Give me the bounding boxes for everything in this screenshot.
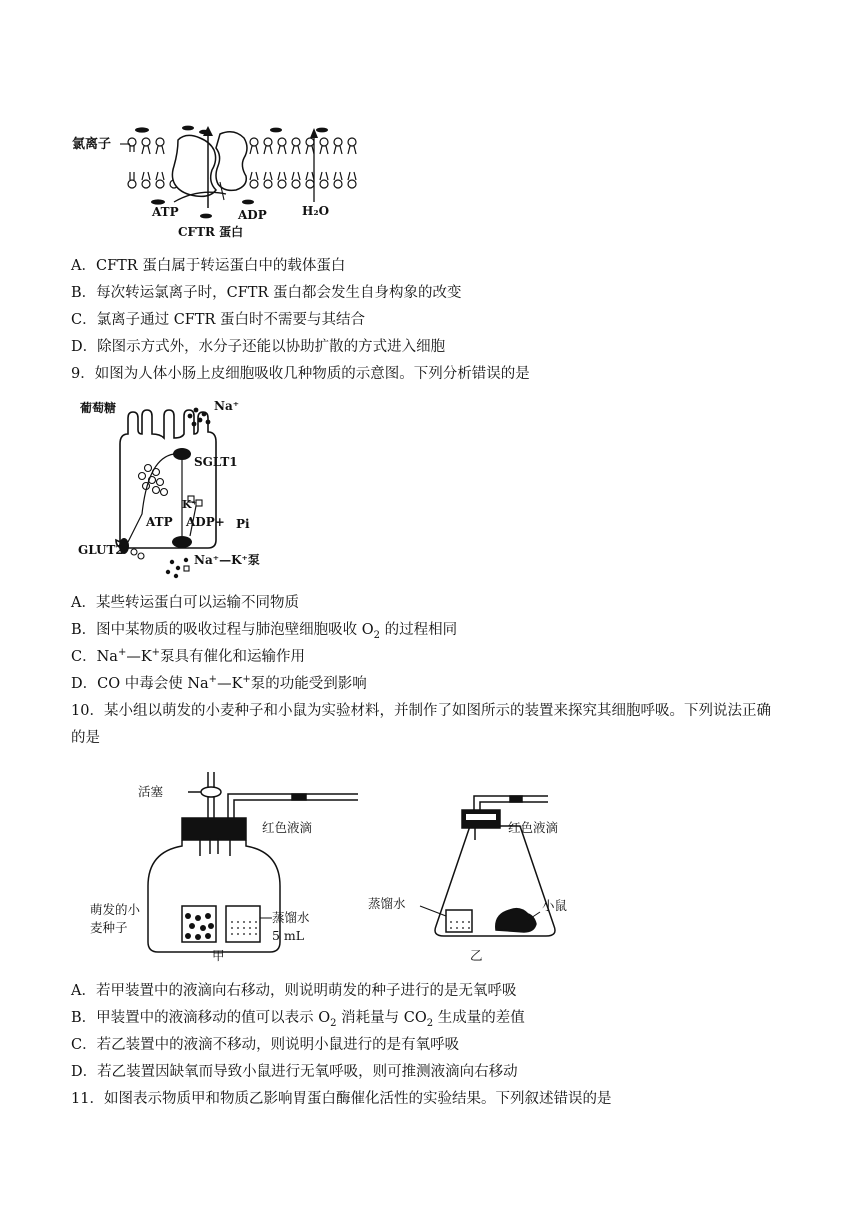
glucose-molecules [139,465,168,496]
label-atp: ATP [152,205,179,219]
label-yi: 乙 [470,948,483,963]
chloride-ion [135,127,149,132]
cftr-membrane-diagram [70,122,370,244]
label-pump: Na⁺—K⁺泵 [194,553,260,567]
cftr-protein-shape [172,132,247,197]
chloride-ion [270,128,282,133]
label-atp: ATP [146,515,173,529]
label-seeds-line1: 萌发的小 [90,902,141,917]
label-seeds-line2: 麦种子 [90,920,128,935]
label-glut2: GLUT2 [78,543,124,557]
chloride-ion [151,199,165,204]
cftr-membrane-figure [70,122,370,244]
label-glucose: 葡萄糖 [80,401,117,415]
label-na: Na⁺ [214,399,240,413]
q9-option-a: A．某些转运蛋白可以运输不同物质 [71,595,299,611]
chloride-ion [182,126,194,131]
q10-option-c: C．若乙装置中的液滴不移动，则说明小鼠进行的是有氧呼吸 [71,1037,460,1053]
label-mouse: 小鼠 [542,898,568,913]
glucose-exit [131,549,144,559]
q8-option-d: D．除图示方式外，水分子还能以协助扩散的方式进入细胞 [71,339,446,355]
intestinal-cell-figure [78,396,268,582]
label-cftr: CFTR 蛋白 [178,225,244,239]
label-jia: 甲 [212,948,225,963]
label-pi: Pi [236,517,250,531]
q10-stem-line2: 的是 [71,730,100,746]
respiration-apparatus-diagram [82,770,582,966]
apparatus-yi [420,796,555,936]
q8-option-a: A．CFTR 蛋白属于转运蛋白中的载体蛋白 [71,258,346,274]
q9-option-b: B．图中某物质的吸收过程与肺泡壁细胞吸收 $O_2$ 的过程相同 [71,622,458,641]
label-stopcock: 活塞 [138,784,164,799]
label-water-yi: 蒸馏水 [368,896,406,911]
label-k: K⁺ [182,498,198,511]
label-red-drop-yi: 红色液滴 [508,820,559,835]
intestinal-cell-diagram [78,396,268,582]
q9-option-c: C．Na+—K+泵具有催化和运输作用 [71,647,306,665]
label-adp: ADP [238,208,267,222]
sglt1-transporter [173,448,191,460]
q9-option-d: D．CO 中毒会使 Na+—K+泵的功能受到影响 [71,674,367,692]
label-h2o: H₂O [302,204,330,218]
label-sglt1: SGLT1 [194,455,238,469]
chloride-ion [200,214,212,219]
label-red-drop-jia: 红色液滴 [262,820,313,835]
apparatus-jia [148,772,358,952]
label-water-jia: 蒸馏水 [272,910,310,925]
q8-option-b: B．每次转运氯离子时，CFTR 蛋白都会发生自身构象的改变 [71,285,462,301]
q11-stem: 11．如图表示物质甲和物质乙影响胃蛋白酶催化活性的实验结果。下列叙述错误的是 [71,1091,612,1107]
respiration-apparatus-figure [82,770,582,966]
label-chloride: 氯离子 [72,137,112,152]
label-water-volume: 5 mL [272,928,305,943]
q10-stem-line1: 10．某小组以萌发的小麦种子和小鼠为实验材料，并制作了如图所示的装置来探究其细胞呼吸。下列说法正确 [71,703,771,719]
q10-option-a: A．若甲装置中的液滴向右移动，则说明萌发的种子进行的是无氧呼吸 [71,983,517,999]
na-k-pump [172,536,192,548]
q9-stem: 9．如图为人体小肠上皮细胞吸收几种物质的示意图。下列分析错误的是 [71,366,530,382]
q8-option-c: C．氯离子通过 CFTR 蛋白时不需要与其结合 [71,312,366,328]
label-adp: ADP+ [186,515,225,529]
q10-option-b: B．甲装置中的液滴移动的值可以表示 $O_2$ 消耗量与 $CO_2$ 生成量的差值 [71,1010,525,1029]
chloride-ion [316,128,328,133]
chloride-ion [242,200,254,205]
q10-option-d: D．若乙装置因缺氧而导致小鼠进行无氧呼吸，则可推测液滴向右移动 [71,1064,518,1080]
